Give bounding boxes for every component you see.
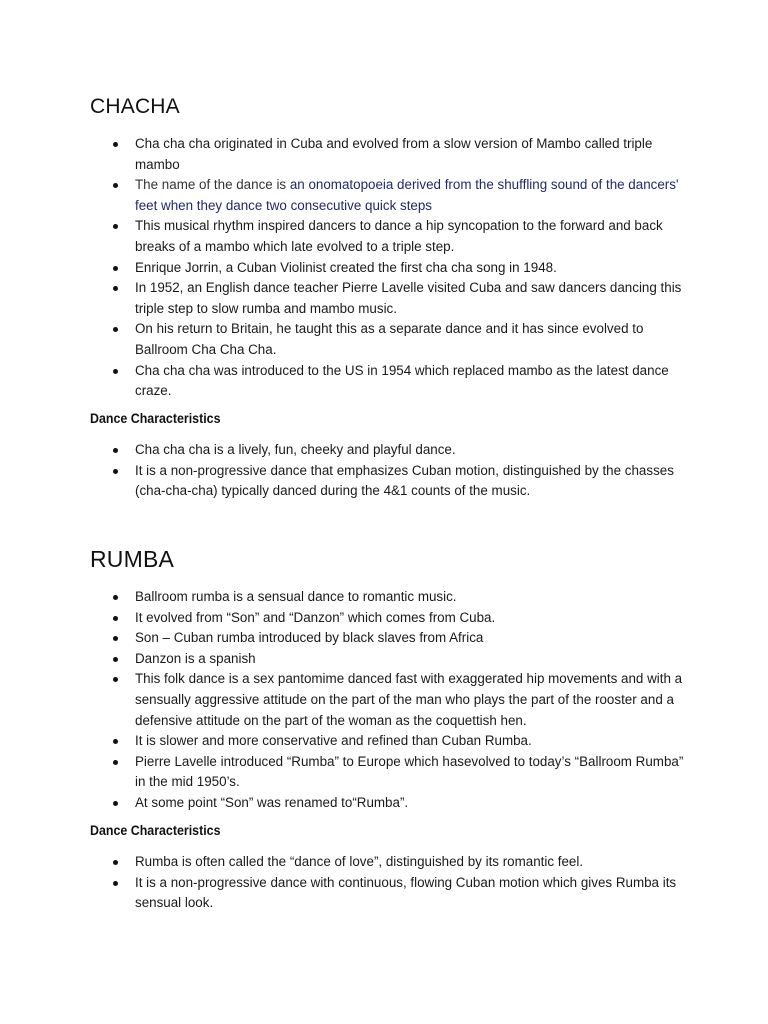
bullet-icon	[113, 224, 118, 229]
chacha-title: CHACHA	[90, 95, 180, 118]
list-item-text: At some point “Son” was renamed to“Rumba”.	[135, 794, 409, 810]
chacha-bullets-block	[90, 134, 690, 402]
bullet-icon	[113, 616, 118, 621]
bullet-icon	[113, 469, 118, 474]
bullet-icon	[113, 327, 118, 332]
list-item	[90, 669, 690, 731]
list-item-text: Rumba is often called the “dance of love”, distinguished by its romantic feel.	[135, 854, 584, 869]
bullet-icon	[113, 860, 118, 865]
rumba-characteristics-block	[90, 852, 690, 914]
list-item	[90, 216, 690, 257]
bullet-icon	[113, 677, 118, 682]
list-item	[90, 852, 690, 873]
chacha-characteristics-heading: Dance Characteristics	[90, 411, 221, 426]
rumba-characteristics-list	[90, 852, 690, 914]
list-item	[90, 258, 690, 279]
bullet-icon	[113, 881, 118, 886]
list-item	[90, 461, 690, 502]
list-item-text: This folk dance is a sex pantomime danced fast with exaggerated hip movements and with a sensually aggressive attitude on the part of the man who plays the part of the rooster and a defensive attitude on the part of the woman as the coquettish hen.	[135, 671, 683, 728]
chacha-characteristics-block	[90, 440, 690, 502]
bullet-icon	[113, 448, 118, 453]
list-item	[90, 319, 690, 360]
list-item	[90, 175, 690, 216]
list-item-text: Son – Cuban rumba introduced by black slaves from Africa	[135, 630, 484, 646]
rumba-characteristics-heading: Dance Characteristics	[90, 823, 221, 838]
list-item-text: Enrique Jorrin, a Cuban Violinist created the first cha cha song in 1948.	[135, 259, 557, 275]
list-item	[90, 440, 690, 461]
list-item-text: It is a non-progressive dance with continuous, flowing Cuban motion which gives Rumba its sensual look.	[135, 874, 677, 911]
list-item-highlight-text: an onomatopoeia derived from the shuffling sound of the dancers' feet when they dance two consecutive quick steps	[135, 177, 679, 213]
bullet-icon	[113, 801, 118, 806]
list-item-text: Cha cha cha is a lively, fun, cheeky and playful dance.	[135, 442, 456, 457]
list-item-text: It is a non-progressive dance that emphasizes Cuban motion, distinguished by the chasses (cha-cha-cha) typically danced during the 4&1 counts of the music.	[135, 462, 674, 499]
list-item-text: The name of the dance is	[135, 177, 290, 193]
list-item-text: It is slower and more conservative and refined than Cuban Rumba.	[135, 733, 532, 749]
list-item	[90, 608, 690, 629]
list-item	[90, 731, 690, 752]
bullet-icon	[113, 183, 118, 188]
list-item	[90, 361, 690, 402]
bullet-icon	[113, 636, 118, 641]
list-item	[90, 278, 690, 319]
list-item-text: Danzon is a spanish	[135, 650, 256, 666]
list-item-text: Ballroom rumba is a sensual dance to romantic music.	[135, 589, 457, 604]
list-item-text: On his return to Britain, he taught this as a separate dance and it has since evolved to Ballroom Cha Cha Cha.	[135, 321, 644, 357]
rumba-bullets-block	[90, 587, 690, 814]
list-item-text: Pierre Lavelle introduced “Rumba” to Europe which hasevolved to today’s “Ballroom Rumba” in the mid 1950’s.	[135, 753, 684, 790]
bullet-icon	[113, 657, 118, 662]
rumba-title: RUMBA	[90, 546, 175, 572]
bullet-icon	[113, 266, 118, 271]
list-item-text: Cha cha cha originated in Cuba and evolved from a slow version of Mambo called triple mambo	[135, 136, 653, 172]
list-item	[90, 134, 690, 175]
chacha-characteristics-list	[90, 440, 690, 502]
list-item-text: This musical rhythm inspired dancers to dance a hip syncopation to the forward and back breaks of a mambo which late evolved to a triple step.	[135, 218, 663, 254]
bullet-icon	[113, 142, 118, 147]
chacha-section	[90, 95, 690, 119]
list-item	[90, 649, 690, 670]
list-item	[90, 793, 690, 814]
list-item	[90, 587, 690, 608]
bullet-icon	[113, 595, 118, 600]
rumba-section	[90, 547, 690, 571]
list-item	[90, 628, 690, 649]
chacha-bullet-list	[90, 134, 690, 402]
rumba-bullet-list	[90, 587, 690, 814]
list-item-text: It evolved from “Son” and “Danzon” which comes from Cuba.	[135, 609, 496, 625]
list-item-text: In 1952, an English dance teacher Pierre Lavelle visited Cuba and saw dancers dancing this triple step to slow rumba and mambo music.	[135, 280, 682, 316]
bullet-icon	[113, 286, 118, 291]
chacha-characteristics-heading-block	[90, 410, 690, 428]
list-item	[90, 752, 690, 793]
bullet-icon	[113, 369, 118, 374]
rumba-characteristics-heading-block	[90, 822, 690, 840]
bullet-icon	[113, 760, 118, 765]
list-item	[90, 873, 690, 914]
bullet-icon	[113, 739, 118, 744]
list-item-text: Cha cha cha was introduced to the US in 1954 which replaced mambo as the latest dance craze.	[135, 362, 669, 399]
